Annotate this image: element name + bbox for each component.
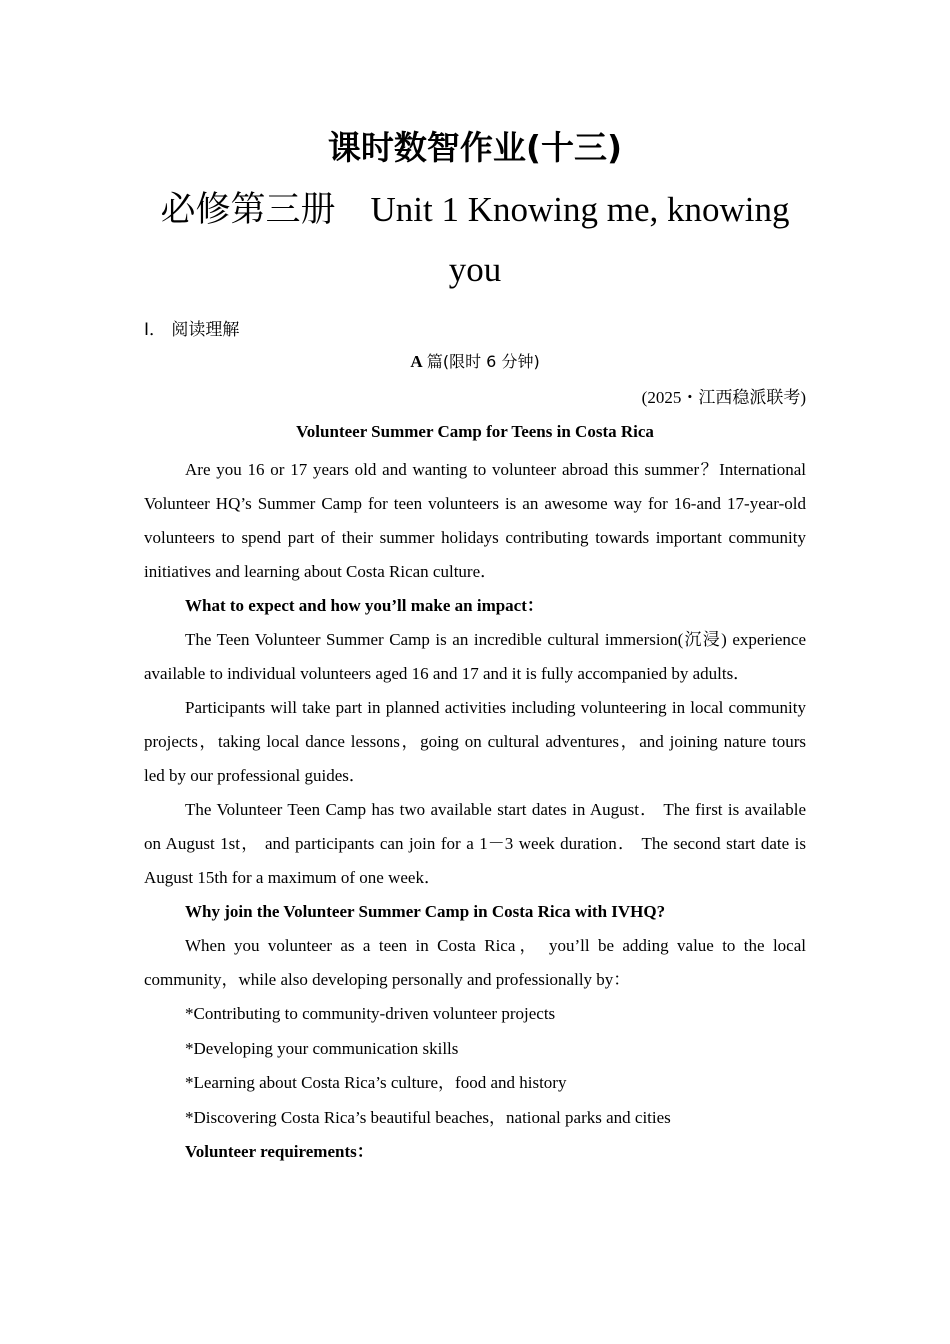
passage-title: Volunteer Summer Camp for Teens in Costa Rica	[296, 422, 654, 441]
paragraph-dates: The Volunteer Teen Camp has two available start dates in August． The first is available on August 1st， and participants can join for a 1－3 week duration． The second start date is August 15th for a maximum of one week．	[144, 800, 806, 887]
paragraph-activities: Participants will take part in planned activities including volunteering in local community projects，taking local dance lessons，going on cultural adventures，and joining nature tours led by our professional guides．	[144, 698, 806, 785]
heading-requirements: Volunteer requirements：	[185, 1142, 374, 1161]
list-item: *Learning about Costa Rica’s culture，food and history	[185, 1073, 567, 1092]
passage-letter: A	[410, 352, 423, 371]
list-item: *Contributing to community-driven volunteer projects	[185, 1004, 556, 1023]
paragraph-benefits: When you volunteer as a teen in Costa Rica， you’ll be adding value to the local community，while also developing personally and professionally by：	[144, 936, 806, 989]
passage-time-limit: 篇(限时 6 分钟)	[426, 352, 540, 371]
document-content	[144, 122, 806, 1169]
page-title: 课时数智作业(十三)	[327, 128, 623, 167]
list-item: *Developing your communication skills	[185, 1038, 459, 1058]
list-item: *Discovering Costa Rica’s beautiful beaches，national parks and cities	[185, 1107, 671, 1127]
paragraph-immersion: The Teen Volunteer Summer Camp is an incredible cultural immersion(沉浸) experience available to individual volunteers aged 16 and 17 and it is fully accompanied by adults．	[144, 630, 806, 683]
paragraph-intro: Are you 16 or 17 years old and wanting to volunteer abroad this summer？International Volunteer HQ’s Summer Camp for teen volunteers is an awesome way for 16-and 17-year-old volunteers to spend part of their summer holidays contributing towards important community initiatives and learning about Costa Rican culture．	[144, 460, 806, 581]
subtitle-book: 必修第三册	[160, 190, 336, 230]
section-name: 阅读理解	[171, 320, 240, 340]
section-number: Ⅰ．	[144, 320, 167, 340]
page-subtitle	[144, 180, 806, 300]
heading-why-join: Why join the Volunteer Summer Camp in Costa Rica with IVHQ?	[185, 902, 666, 921]
subtitle-unit: Unit 1 Knowing me, knowing you	[370, 190, 790, 289]
passage-source: (2025・江西稳派联考)	[641, 388, 806, 407]
heading-expect: What to expect and how you’ll make an impact：	[185, 596, 544, 615]
passage-label	[144, 349, 806, 375]
section-heading	[144, 317, 806, 343]
